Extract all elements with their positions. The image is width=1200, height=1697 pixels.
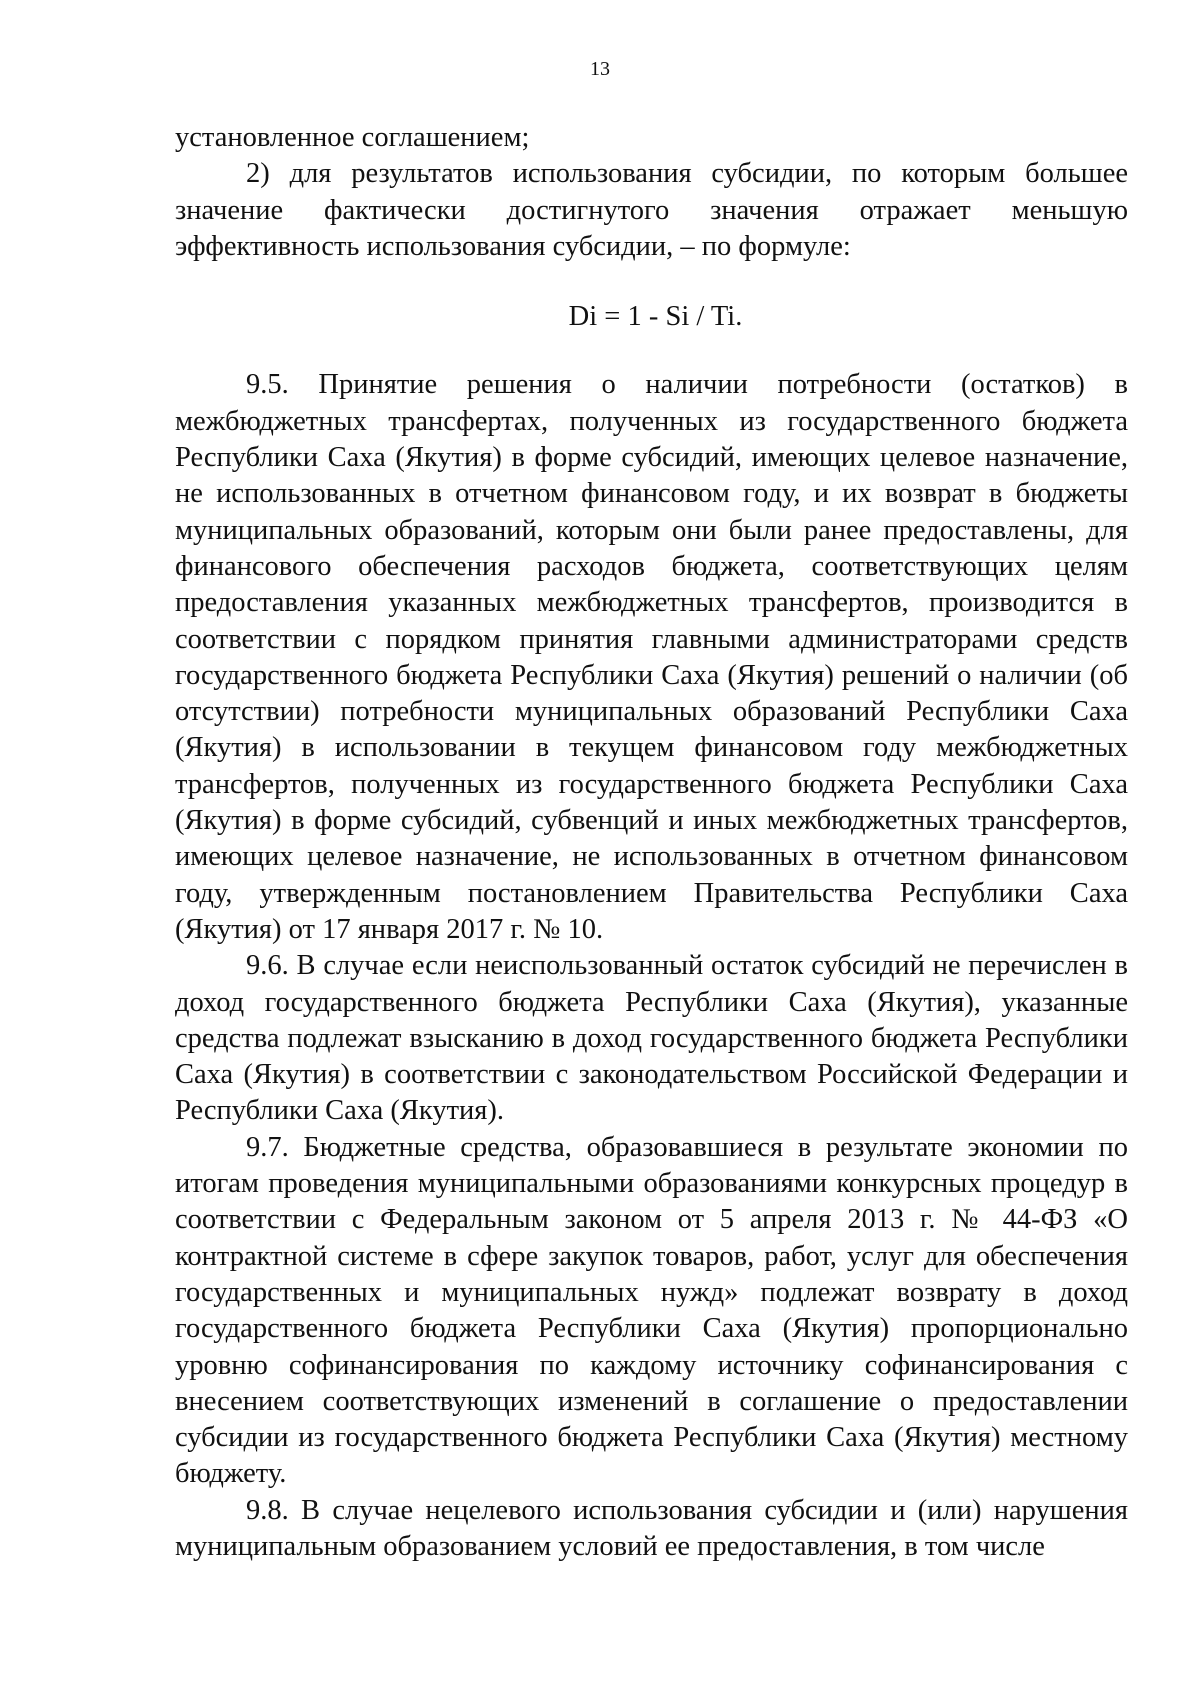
paragraph-9-6: 9.6. В случае если неиспользованный остаток субсидий не перечислен в доход государственного бюджета Республики Саха (Якутия), указанные средства подлежат взысканию в доход государственного бюджета Республики Саха (Якутия) в соответствии с законодательством Российской Федерации и Республики Саха (Якутия).: [175, 950, 1128, 1127]
paragraph-item-2: 2) для результатов использования субсидии, по которым большее значение фактически достигнутого значения отражает меньшую эффективность использования субсидии, – по формуле:: [175, 158, 1128, 262]
page-number: 13: [590, 58, 610, 80]
formula: Di = 1 - Si / Ti.: [568, 301, 743, 333]
paragraph-9-8: 9.8. В случае нецелевого использования субсидии и (или) нарушения муниципальным образованием условий ее предоставления, в том числе: [175, 1494, 1128, 1562]
paragraph-9-7: 9.7. Бюджетные средства, образовавшиеся в результате экономии по итогам проведения муниципальными образованиями конкурсных процедур в соответствии с Федеральным законом от 5 апреля 2013 г. № 44-ФЗ «О контрактной системе в сфере закупок товаров, работ, услуг для обеспечения государственных и муниципальных нужд» подлежат возврату в доход государственного бюджета Республики Саха (Якутия) пропорционально уровню софинансирования по каждому источнику софинансирования с внесением соответствующих изменений в соглашение о предоставлении субсидии из государственного бюджета Республики Саха (Якутия) местному бюджету.: [175, 1131, 1128, 1490]
paragraph-continuation: установленное соглашением;: [175, 122, 530, 153]
document-body: [175, 120, 1128, 1565]
paragraph-9-5: 9.5. Принятие решения о наличии потребности (остатков) в межбюджетных трансфертах, полученных из государственного бюджета Республики Саха (Якутия) в форме субсидий, имеющих целевое назначение, не использованных в отчетном финансовом году, и их возврат в бюджеты муниципальных образований, которым они были ранее предоставлены, для финансового обеспечения расходов бюджета, соответствующих целям предоставления указанных межбюджетных трансфертов, производится в соответствии с порядком принятия главными администраторами средств государственного бюджета Республики Саха (Якутия) решений о наличии (об отсутствии) потребности муниципальных образований Республики Саха (Якутия) в использовании в текущем финансовом году межбюджетных трансфертов, полученных из государственного бюджета Республики Саха (Якутия) в форме субсидий, субвенций и иных межбюджетных трансфертов, имеющих целевое назначение, не использованных в отчетном финансовом году, утвержденным постановлением Правительства Республики Саха (Якутия) от 17 января 2017 г. № 10.: [175, 369, 1128, 945]
